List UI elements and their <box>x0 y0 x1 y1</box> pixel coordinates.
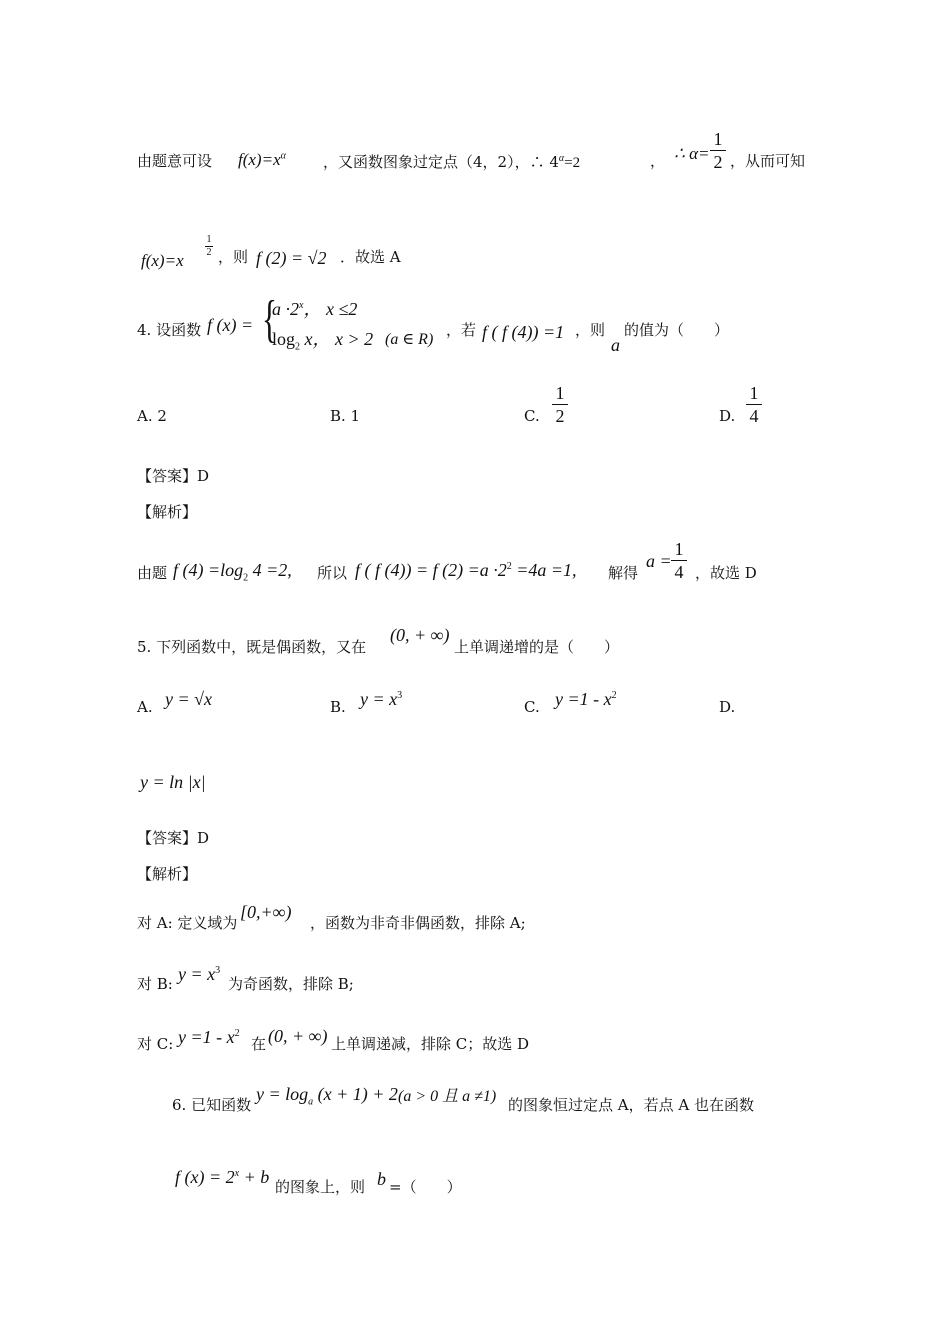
option-d: D. <box>719 407 736 425</box>
option-a: A. 2 <box>137 407 167 425</box>
piecewise-case-2: $\log_2 x$， x > 2 <box>272 329 374 353</box>
text: ， <box>650 152 666 170</box>
math-expression: f ( f (4)) =1 <box>482 322 565 342</box>
text: ，若 <box>446 321 477 339</box>
math-expression: f (2) = √2 <box>256 248 327 268</box>
math-expression: f (x) = <box>207 315 254 335</box>
text: 的图象上，则 <box>275 1178 366 1196</box>
piecewise-brace: { <box>262 291 277 348</box>
math-expression: [0,+∞) <box>240 902 292 922</box>
math-expression: ∴ α= <box>674 144 710 163</box>
analysis-label: 【解析】 <box>137 503 198 521</box>
math-expression: f $(x) = 2^x + b$ <box>175 1167 270 1187</box>
text: 上单调递增的是（ ） <box>454 638 620 656</box>
math-expression: f(x)=x <box>141 251 184 270</box>
option-b: B. <box>330 698 346 716</box>
fraction: 1 4 <box>746 384 762 425</box>
text: =（ ） <box>389 1178 462 1196</box>
math-expression: a = <box>646 551 672 571</box>
text: 上单调递减，排除 C；故选 D <box>331 1035 530 1053</box>
math-expression: $y =1 - x^2$ <box>555 689 617 709</box>
text: 的图象恒过定点 A，若点 A 也在函数 <box>508 1096 754 1114</box>
math-expression: y = ln |x| <box>140 772 206 792</box>
text: 由题 <box>137 564 168 582</box>
question-label: 5. 下列函数中，既是偶函数，又在 <box>137 638 367 656</box>
math-expression: (a > 0 且 a ≠1) <box>398 1088 497 1105</box>
math-expression: (0, + ∞) <box>390 625 450 645</box>
math-expression: $f(x)=x^\alpha$ <box>238 150 286 169</box>
question-label: 4. 设函数 <box>137 321 202 339</box>
text: 为奇函数，排除 B; <box>228 975 354 993</box>
answer-label: 【答案】D <box>137 467 210 485</box>
text: 所以 <box>317 564 348 582</box>
math-expression: y = √x <box>165 689 213 709</box>
math-variable: a <box>611 335 620 355</box>
text: ．故选 A <box>340 248 401 266</box>
text: ，则 <box>575 321 606 339</box>
text: ，又函数图象过定点（4，2），∴ $4^\alpha=2$ <box>323 153 581 171</box>
text: ，则 <box>218 248 249 266</box>
math-expression: f ( f (4)) = f $(2) =a \cdot 2^2 =4a =1$, <box>355 560 577 580</box>
fraction: 1 4 <box>671 540 687 581</box>
fraction: 1 2 <box>552 384 568 425</box>
text: 对 B: <box>137 975 173 993</box>
text: 对 C: <box>137 1035 174 1053</box>
math-expression: f $(4) =\log_2$ 4 =2, <box>173 560 292 584</box>
option-c: C. <box>524 698 540 716</box>
option-c: C. <box>524 407 540 425</box>
math-expression: $y = \log_a (x + 1) + 2$ <box>256 1084 398 1108</box>
analysis-label: 【解析】 <box>137 865 198 883</box>
exponent-fraction: 1 2 <box>206 234 212 258</box>
text: ，故选 D <box>695 564 757 582</box>
math-expression: $y = x^3$ <box>178 964 221 984</box>
answer-label: 【答案】D <box>137 829 210 847</box>
text: 解得 <box>608 564 639 582</box>
option-b: B. 1 <box>330 407 361 425</box>
text: 的值为（ ） <box>624 321 730 339</box>
piecewise-case-1: $a \cdot 2^x$， x ≤2 <box>272 299 358 319</box>
text: 在 <box>251 1035 267 1053</box>
question-label: 6. 已知函数 <box>172 1096 252 1114</box>
math-expression: (a ∈ R) <box>385 331 434 348</box>
fraction: 1 2 <box>710 130 726 171</box>
text: 对 A: 定义域为 <box>137 914 238 932</box>
text: 由题意可设 <box>137 152 213 170</box>
option-a: A. <box>137 698 153 716</box>
math-variable: b <box>377 1169 386 1189</box>
text: ，从而可知 <box>730 152 806 170</box>
math-expression: (0, + ∞) <box>268 1026 328 1046</box>
text: ，函数为非奇非偶函数，排除 A; <box>310 914 526 932</box>
math-expression: $y = x^3$ <box>360 689 403 709</box>
math-expression: $y =1 - x^2$ <box>178 1027 240 1047</box>
option-d: D. <box>719 698 736 716</box>
